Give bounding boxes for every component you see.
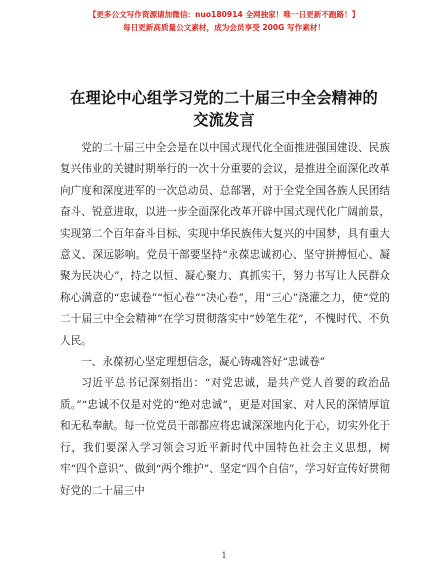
promo-banner-line2: 每日更新高质量公文素材，成为会员享受 200G 写作素材！ <box>122 23 326 32</box>
intro-paragraph: 党的二十届三中全会是在以中国式现代化全面推进强国建设、民族复兴伟业的关键时期举行的一次十分重要的会议，是推进全面深化改革向广度和深度进军的一次总动员、总部署，对于全党全国各族人民团结奋斗、锐意进取，以进一步全面深化改革开辟中国式现代化广阔前景，实现第二个百年奋斗目标、实现中华民族伟大复兴的中国梦，具有重大意义、深远影响。党员干部要坚持“永葆忠诚初心、坚守拼搏恒心、凝聚为民决心”，持之以恒、凝心聚力、真抓实干，努力书写让人民群众称心满意的“忠诚卷”“恒心卷”“决心卷”，用“三心”浇灌之力，使“党的二十届三中全会精神”在学习贯彻落实中“妙笔生花”，不愧时代、不负人民。 <box>60 142 390 347</box>
document-title-line2: 交流发言 <box>193 111 255 129</box>
section-paragraph: 习近平总书记深刻指出：“对党忠诚，是共产党人首要的政治品质。”“忠诚不仅是对党的“绝对忠诚”，更是对国家、对人民的深情厚谊和无私奉献。每一位党员干部都应将忠诚深深地内化于心，切实外化于行，我们要深入学习领会习近平新时代中国特色社会主义思想，树牢“四个意识”、做到“两个维护”、坚定“四个自信”，学习好宣传好贯彻好党的二十届三中 <box>60 377 390 497</box>
promo-banner-line1: 【更多公文写作资源请加微信：nuo180914 全网独家！唯一日更新不跑路！】 <box>88 10 360 19</box>
promo-banner <box>0 9 448 33</box>
document-body <box>60 138 390 502</box>
document-title <box>40 87 408 131</box>
section-heading: 一、永葆初心坚定理想信念，凝心铸魂答好“忠诚卷” <box>81 356 326 369</box>
document-title-line1: 在理论中心组学习党的二十届三中全会精神的 <box>70 89 378 107</box>
page-number: 1 <box>221 551 227 560</box>
